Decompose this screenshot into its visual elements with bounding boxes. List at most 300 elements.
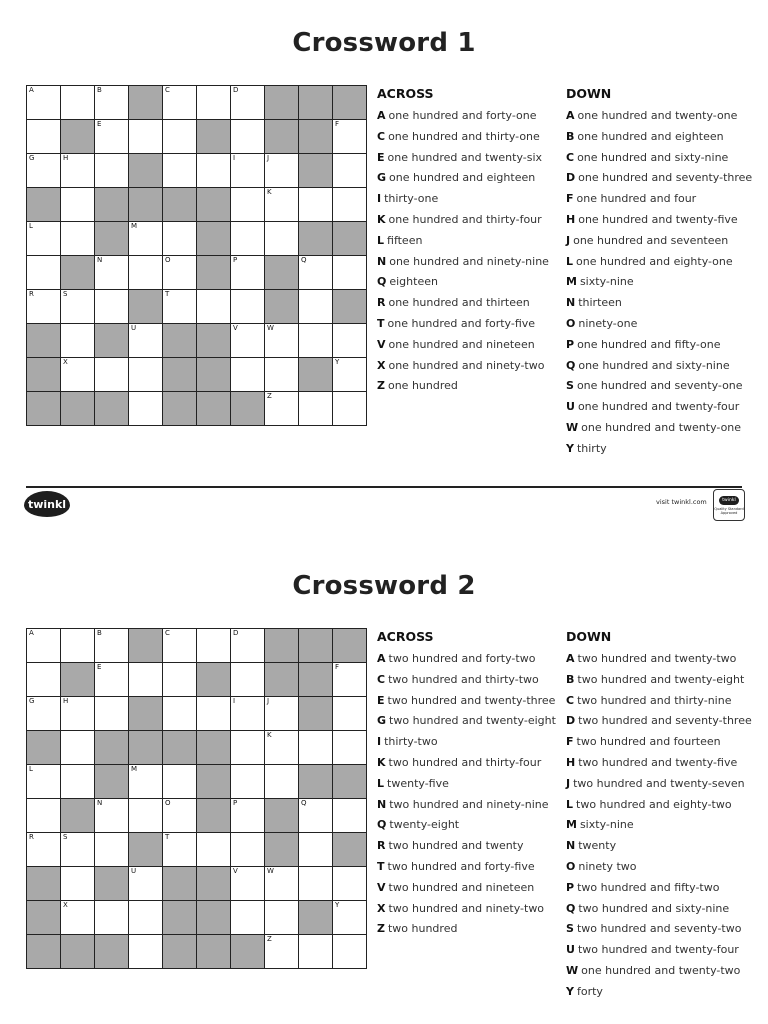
grid-cell-shaded <box>27 358 61 392</box>
grid-cell[interactable] <box>129 324 163 358</box>
grid-cell-shaded <box>299 86 333 120</box>
grid-cell-shaded <box>197 901 231 935</box>
grid-cell[interactable] <box>95 901 129 935</box>
grid-cell-shaded <box>27 392 61 426</box>
grid-cell[interactable] <box>197 697 231 731</box>
down-heading: DOWN <box>566 86 612 101</box>
down-clue <box>566 795 756 816</box>
across-clues-2 <box>377 629 567 940</box>
grid-cell[interactable] <box>333 256 367 290</box>
clue-text: one hundred and fifty-one <box>577 337 721 351</box>
across-clue <box>377 857 567 878</box>
cell-label: S <box>63 290 68 298</box>
clue-text: two hundred and ninety-nine <box>389 797 549 811</box>
grid-cell[interactable] <box>333 935 367 969</box>
grid-cell[interactable] <box>333 901 367 935</box>
grid-cell[interactable] <box>129 901 163 935</box>
grid-cell-shaded <box>27 324 61 358</box>
down-clue <box>566 376 756 397</box>
clue-label: Q <box>566 358 576 372</box>
grid-cell[interactable] <box>265 867 299 901</box>
grid-cell[interactable] <box>61 901 95 935</box>
grid-cell[interactable] <box>61 358 95 392</box>
grid-cell[interactable] <box>27 120 61 154</box>
grid-cell[interactable] <box>27 256 61 290</box>
grid-cell[interactable] <box>27 86 61 120</box>
grid-cell[interactable] <box>129 392 163 426</box>
grid-cell[interactable] <box>129 120 163 154</box>
grid-cell[interactable] <box>95 86 129 120</box>
cell-label: C <box>165 86 170 94</box>
grid-cell[interactable] <box>231 867 265 901</box>
clue-label: G <box>377 171 387 185</box>
grid-cell[interactable] <box>163 120 197 154</box>
grid-cell[interactable] <box>163 799 197 833</box>
grid-cell[interactable] <box>265 765 299 799</box>
down-clue <box>566 335 756 356</box>
cell-label: K <box>267 731 272 739</box>
grid-cell-shaded <box>95 324 129 358</box>
grid-cell[interactable] <box>333 358 367 392</box>
cell-label: G <box>29 154 35 162</box>
grid-cell[interactable] <box>231 697 265 731</box>
clue-text: two hundred and nineteen <box>388 880 535 894</box>
down-clue <box>566 210 756 231</box>
clue-text: sixty-nine <box>579 818 634 832</box>
grid-cell[interactable] <box>61 765 95 799</box>
clue-label: O <box>566 316 576 330</box>
grid-cell[interactable] <box>333 867 367 901</box>
clue-text: two hundred and eighty-two <box>576 797 732 811</box>
grid-cell[interactable] <box>231 765 265 799</box>
cell-label: R <box>29 833 34 841</box>
grid-cell-shaded <box>95 222 129 256</box>
grid-cell-shaded <box>299 222 333 256</box>
grid-cell[interactable] <box>163 833 197 867</box>
grid-cell[interactable] <box>231 629 265 663</box>
grid-cell[interactable] <box>129 222 163 256</box>
clue-label: O <box>566 859 576 873</box>
grid-cell[interactable] <box>129 256 163 290</box>
clue-label: R <box>377 296 386 310</box>
clue-text: one hundred and twenty-two <box>581 963 741 977</box>
cell-label: V <box>233 867 238 875</box>
grid-cell[interactable] <box>27 765 61 799</box>
grid-cell-shaded <box>299 901 333 935</box>
grid-cell[interactable] <box>265 392 299 426</box>
clue-label: U <box>566 400 575 414</box>
grid-cell-shaded <box>333 765 367 799</box>
down-clue <box>566 711 756 732</box>
clue-label: A <box>377 109 386 122</box>
grid-cell[interactable] <box>299 867 333 901</box>
grid-cell[interactable] <box>95 629 129 663</box>
clue-text: one hundred and seventy-one <box>576 379 743 393</box>
clue-text: one hundred and forty-five <box>387 316 536 330</box>
grid-cell[interactable] <box>61 867 95 901</box>
grid-cell-shaded <box>95 765 129 799</box>
grid-cell-shaded <box>61 935 95 969</box>
grid-cell[interactable] <box>163 154 197 188</box>
clue-text: one hundred <box>387 379 458 393</box>
grid-cell[interactable] <box>333 799 367 833</box>
grid-cell[interactable] <box>95 663 129 697</box>
down-clue <box>566 940 756 961</box>
cell-label: M <box>131 222 138 230</box>
clue-label: G <box>377 714 387 728</box>
grid-cell[interactable] <box>197 86 231 120</box>
clue-label: D <box>566 714 576 728</box>
clue-label: C <box>566 693 575 707</box>
grid-cell[interactable] <box>231 663 265 697</box>
grid-cell[interactable] <box>265 358 299 392</box>
grid-cell[interactable] <box>163 290 197 324</box>
clue-label: B <box>566 129 575 143</box>
down-clue <box>566 982 756 1003</box>
grid-cell-shaded <box>333 222 367 256</box>
grid-cell[interactable] <box>27 833 61 867</box>
grid-cell-shaded <box>231 935 265 969</box>
grid-cell[interactable] <box>61 731 95 765</box>
grid-cell-shaded <box>299 120 333 154</box>
clue-text: one hundred and twenty-six <box>387 150 543 164</box>
grid-cell[interactable] <box>129 765 163 799</box>
grid-cell[interactable] <box>163 629 197 663</box>
clue-text: one hundred and twenty-five <box>578 212 738 226</box>
across-clue <box>377 732 567 753</box>
grid-cell-shaded <box>27 188 61 222</box>
across-clue <box>377 210 567 231</box>
grid-cell[interactable] <box>265 935 299 969</box>
visit-link-text[interactable]: visit twinkl.com <box>656 498 707 506</box>
down-clue <box>566 418 756 439</box>
page-title-crossword-2: Crossword 2 <box>292 571 476 601</box>
grid-cell-shaded <box>61 799 95 833</box>
grid-cell[interactable] <box>61 188 95 222</box>
grid-cell[interactable] <box>299 290 333 324</box>
clue-text: one hundred and eighteen <box>577 129 724 143</box>
grid-cell[interactable] <box>197 154 231 188</box>
clue-text: two hundred and forty-five <box>387 859 535 873</box>
cell-label: J <box>267 154 270 162</box>
clue-text: two hundred and twenty-five <box>578 755 738 769</box>
grid-cell[interactable] <box>61 629 95 663</box>
across-clue <box>377 899 567 920</box>
grid-cell-shaded <box>197 392 231 426</box>
grid-cell[interactable] <box>163 86 197 120</box>
grid-cell[interactable] <box>27 629 61 663</box>
across-clue <box>377 670 567 691</box>
clue-text: fifteen <box>387 233 423 247</box>
grid-cell-shaded <box>163 188 197 222</box>
grid-cell[interactable] <box>231 324 265 358</box>
across-clue <box>377 127 567 148</box>
grid-cell-shaded <box>61 392 95 426</box>
clue-text: one hundred and sixty-nine <box>577 150 729 164</box>
clue-text: one hundred and nineteen <box>388 337 535 351</box>
clue-text: thirty-two <box>384 735 438 749</box>
grid-cell[interactable] <box>299 256 333 290</box>
down-clue <box>566 189 756 210</box>
clue-text: one hundred and sixty-nine <box>578 358 730 372</box>
grid-cell-shaded <box>197 256 231 290</box>
down-clue <box>566 168 756 189</box>
grid-cell-shaded <box>197 867 231 901</box>
grid-cell[interactable] <box>61 697 95 731</box>
grid-cell[interactable] <box>265 222 299 256</box>
grid-cell-shaded <box>265 799 299 833</box>
down-clue <box>566 774 756 795</box>
grid-cell[interactable] <box>197 290 231 324</box>
clue-label: Y <box>566 984 574 998</box>
grid-cell[interactable] <box>231 120 265 154</box>
grid-cell[interactable] <box>231 86 265 120</box>
clue-text: two hundred and seventy-two <box>576 922 742 936</box>
cell-label: H <box>63 154 69 162</box>
grid-cell[interactable] <box>265 697 299 731</box>
clue-label: S <box>566 379 574 393</box>
down-clues-1 <box>566 86 756 460</box>
grid-cell[interactable] <box>61 324 95 358</box>
grid-cell-shaded <box>129 86 163 120</box>
clue-text: two hundred and twenty <box>388 839 524 853</box>
grid-cell[interactable] <box>163 222 197 256</box>
grid-cell[interactable] <box>27 799 61 833</box>
badge-brand: twinkl <box>719 496 739 505</box>
down-clue <box>566 314 756 335</box>
grid-cell[interactable] <box>333 188 367 222</box>
clue-label: I <box>377 192 382 206</box>
grid-cell[interactable] <box>163 765 197 799</box>
grid-cell[interactable] <box>61 154 95 188</box>
grid-cell-shaded <box>299 663 333 697</box>
across-clue <box>377 815 567 836</box>
clue-text: two hundred and twenty-four <box>577 943 739 957</box>
grid-cell[interactable] <box>231 154 265 188</box>
grid-cell[interactable] <box>197 629 231 663</box>
clue-text: forty <box>576 984 603 998</box>
across-clue <box>377 774 567 795</box>
clue-label: F <box>566 735 574 749</box>
grid-cell[interactable] <box>299 799 333 833</box>
grid-cell[interactable] <box>129 358 163 392</box>
clue-text: one hundred and eighty-one <box>576 254 733 268</box>
cell-label: T <box>165 833 170 841</box>
clue-label: X <box>377 901 386 915</box>
grid-cell[interactable] <box>95 290 129 324</box>
grid-cell[interactable] <box>333 697 367 731</box>
grid-cell[interactable] <box>231 256 265 290</box>
grid-cell[interactable] <box>231 731 265 765</box>
grid-cell[interactable] <box>265 324 299 358</box>
down-clue <box>566 857 756 878</box>
clue-text: twenty <box>578 839 617 853</box>
grid-cell[interactable] <box>95 358 129 392</box>
grid-cell[interactable] <box>27 290 61 324</box>
grid-cell[interactable] <box>299 324 333 358</box>
clue-label: Y <box>566 441 574 455</box>
clue-text: two hundred and sixty-nine <box>578 901 730 915</box>
clue-label: C <box>377 129 386 143</box>
clue-label: A <box>566 109 575 122</box>
grid-cell-shaded <box>27 935 61 969</box>
grid-cell[interactable] <box>299 392 333 426</box>
down-clue <box>566 919 756 940</box>
grid-cell[interactable] <box>61 290 95 324</box>
grid-cell-shaded <box>95 392 129 426</box>
across-clue <box>377 314 567 335</box>
down-clue <box>566 878 756 899</box>
clue-label: T <box>377 316 385 330</box>
clue-label: J <box>566 233 571 247</box>
grid-cell[interactable] <box>27 154 61 188</box>
down-clue <box>566 397 756 418</box>
grid-cell[interactable] <box>61 222 95 256</box>
grid-cell-shaded <box>95 935 129 969</box>
grid-cell[interactable] <box>129 663 163 697</box>
grid-cell[interactable] <box>95 833 129 867</box>
clue-text: one hundred and twenty-one <box>581 420 742 434</box>
grid-cell[interactable] <box>95 120 129 154</box>
cell-label: Z <box>267 392 272 400</box>
clue-label: Z <box>377 379 385 393</box>
grid-cell-shaded <box>129 154 163 188</box>
across-clue <box>377 148 567 169</box>
clue-label: B <box>566 672 575 686</box>
down-clue <box>566 356 756 377</box>
clue-label: T <box>377 859 385 873</box>
clue-label: M <box>566 818 577 832</box>
grid-cell-shaded <box>95 188 129 222</box>
grid-cell[interactable] <box>231 833 265 867</box>
down-clue <box>566 293 756 314</box>
across-clue <box>377 753 567 774</box>
clue-label: Q <box>377 818 387 832</box>
grid-cell[interactable] <box>129 799 163 833</box>
grid-cell[interactable] <box>231 290 265 324</box>
grid-cell[interactable] <box>231 799 265 833</box>
grid-cell[interactable] <box>95 256 129 290</box>
clue-text: two hundred and thirty-two <box>388 672 539 686</box>
clue-text: thirteen <box>578 296 622 310</box>
grid-cell-shaded <box>265 663 299 697</box>
clue-label: Z <box>377 922 385 936</box>
grid-cell[interactable] <box>231 222 265 256</box>
clue-label: E <box>377 150 385 164</box>
cell-label: L <box>29 765 33 773</box>
clue-text: two hundred and thirty-four <box>388 755 542 769</box>
clue-text: ninety-one <box>578 316 638 330</box>
clue-label: Q <box>377 275 387 289</box>
across-clue <box>377 691 567 712</box>
grid-cell-shaded <box>197 222 231 256</box>
grid-cell[interactable] <box>333 154 367 188</box>
cell-label: Q <box>301 256 307 264</box>
clue-text: one hundred and twenty-four <box>577 400 740 414</box>
crossword-grid-1 <box>26 85 367 426</box>
cell-label: D <box>233 86 239 94</box>
down-clue <box>566 961 756 982</box>
grid-cell[interactable] <box>27 222 61 256</box>
grid-cell[interactable] <box>197 833 231 867</box>
grid-cell-shaded <box>299 154 333 188</box>
grid-cell[interactable] <box>265 731 299 765</box>
grid-cell-shaded <box>265 290 299 324</box>
grid-cell-shaded <box>231 392 265 426</box>
grid-cell-shaded <box>163 358 197 392</box>
grid-cell[interactable] <box>333 663 367 697</box>
grid-cell[interactable] <box>61 86 95 120</box>
grid-cell-shaded <box>27 867 61 901</box>
grid-cell[interactable] <box>265 188 299 222</box>
cell-label: J <box>267 697 270 705</box>
cell-label: Y <box>335 358 340 366</box>
grid-cell[interactable] <box>27 663 61 697</box>
clue-label: V <box>377 880 386 894</box>
grid-cell[interactable] <box>95 799 129 833</box>
grid-cell[interactable] <box>61 833 95 867</box>
grid-cell[interactable] <box>95 697 129 731</box>
grid-cell-shaded <box>265 86 299 120</box>
cell-label: L <box>29 222 33 230</box>
grid-cell[interactable] <box>231 901 265 935</box>
grid-cell-shaded <box>197 188 231 222</box>
clue-text: two hundred and fourteen <box>576 735 721 749</box>
grid-cell[interactable] <box>129 935 163 969</box>
grid-cell-shaded <box>197 120 231 154</box>
grid-cell-shaded <box>163 867 197 901</box>
grid-cell-shaded <box>333 629 367 663</box>
grid-cell[interactable] <box>163 256 197 290</box>
across-heading: ACROSS <box>377 86 434 101</box>
grid-cell[interactable] <box>333 392 367 426</box>
clue-label: A <box>377 652 386 665</box>
grid-cell[interactable] <box>163 663 197 697</box>
clue-text: two hundred and twenty-eight <box>577 672 745 686</box>
grid-cell[interactable] <box>95 154 129 188</box>
grid-cell[interactable] <box>265 901 299 935</box>
grid-cell[interactable] <box>299 188 333 222</box>
clue-label: N <box>566 839 576 853</box>
grid-cell[interactable] <box>163 697 197 731</box>
grid-cell[interactable] <box>299 731 333 765</box>
down-heading: DOWN <box>566 629 612 644</box>
grid-cell-shaded <box>333 290 367 324</box>
cell-label: S <box>63 833 68 841</box>
grid-cell[interactable] <box>27 697 61 731</box>
grid-cell[interactable] <box>299 833 333 867</box>
grid-cell[interactable] <box>333 324 367 358</box>
grid-cell[interactable] <box>231 188 265 222</box>
cell-label: Y <box>335 901 340 909</box>
clue-label: K <box>377 755 386 769</box>
grid-cell-shaded <box>265 833 299 867</box>
clue-text: one hundred and forty-one <box>388 109 537 122</box>
page-divider <box>26 486 742 488</box>
grid-cell[interactable] <box>265 154 299 188</box>
grid-cell[interactable] <box>299 935 333 969</box>
grid-cell[interactable] <box>333 731 367 765</box>
grid-cell[interactable] <box>129 867 163 901</box>
across-clues-1 <box>377 86 567 397</box>
cell-label: A <box>29 86 34 94</box>
down-clue <box>566 106 756 127</box>
clue-text: two hundred and twenty-seven <box>573 776 745 790</box>
grid-cell[interactable] <box>231 358 265 392</box>
grid-cell[interactable] <box>333 120 367 154</box>
clue-label: C <box>566 150 575 164</box>
cell-label: B <box>97 629 102 637</box>
